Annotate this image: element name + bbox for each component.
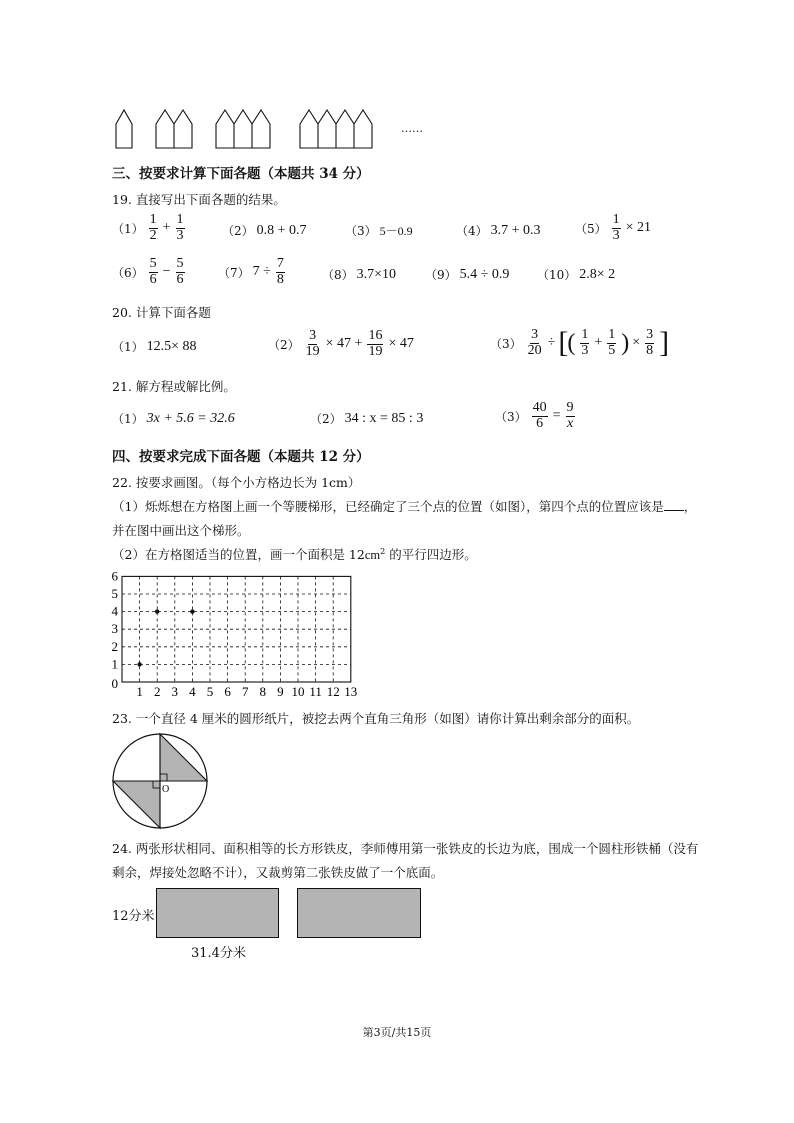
q20-item-3: （3） $\frac{3}{20}$ ÷ [ ( $\frac{1}{3}$ + $\frac{1}{5}$ ) × $\frac{3}{8}$ ] [490, 326, 670, 360]
y-axis-label: 6 [111, 568, 118, 584]
q20-title: 20. 计算下面各题 [112, 305, 211, 320]
section-3-title: 三、按要求计算下面各题（本题共 34 分） [112, 166, 370, 182]
grid-point [155, 609, 159, 613]
house-shape [354, 110, 372, 148]
length-label: 31.4分米 [191, 946, 246, 961]
fraction: $\frac{3}{8}$ [646, 327, 654, 358]
y-axis-label: 5 [111, 586, 118, 601]
x-axis-label: 3 [171, 684, 179, 699]
circle-figure [110, 731, 210, 831]
bracket-close: ] [659, 326, 670, 360]
x-axis-label: 8 [259, 684, 267, 699]
fraction: $\frac{5}{6}$ [149, 256, 157, 287]
q24-text-line2: 剩余，焊接处忽略不计），又裁剪第二张铁皮做了一个底面。 [112, 865, 444, 880]
fraction: $\frac{3}{20}$ [527, 327, 542, 358]
x-axis-label: 9 [277, 684, 284, 699]
q24-text-line1: 24. 两张形状相同、面积相等的长方形铁皮，李师傅用第一张铁皮的长边为底，围成一个圆柱形铁桶（没有 [112, 841, 699, 856]
fraction: $\frac{40}{6}$ [532, 400, 547, 431]
q19-item-10: （10） 2.8× 2 [537, 266, 616, 282]
q19-item-3: （3） 5－0.9 [345, 224, 413, 238]
house-shape [336, 110, 354, 148]
q19-title: 19. 直接写出下面各题的结果。 [112, 192, 286, 207]
fraction: $\frac{16}{19}$ [368, 328, 383, 359]
q21-item-1: （1） 3x + 5.6 = 32.6 [112, 410, 235, 426]
x-axis-label: 2 [153, 684, 161, 699]
center-label: O [162, 784, 170, 795]
house-pattern-figure [108, 102, 438, 150]
q21-title: 21. 解方程或解比例。 [112, 379, 236, 394]
fraction: $\frac{1}{2}$ [149, 212, 157, 243]
grid-figure [108, 566, 368, 702]
q20-item-2: （2） $\frac{3}{19}$ × 47 + $\frac{16}{19}$ × 47 [268, 328, 414, 359]
fraction: $\frac{1}{5}$ [608, 327, 616, 358]
y-axis-label: 3 [111, 621, 118, 637]
x-axis-label: 10 [291, 684, 305, 699]
fraction: $\frac{9}{x}$ [566, 400, 574, 431]
x-axis-label: 11 [309, 684, 322, 699]
x-axis-label: 1 [136, 684, 143, 699]
x-axis-label: 6 [224, 684, 231, 699]
x-axis-label: 5 [206, 684, 214, 699]
q22-part1: （1）烁烁想在方格图上画一个等腰梯形，已经确定了三个点的位置（如图），第四个点的位置应该是 ， [112, 499, 697, 514]
q23-title: 23. 一个直径 4 厘米的圆形纸片，被挖去两个直角三角形（如图）请你计算出剩余部分的面积。 [112, 711, 640, 726]
y-axis-label: 2 [111, 638, 118, 654]
grid-point [190, 609, 194, 613]
bracket-open: [ [558, 326, 569, 360]
fraction: $\frac{1}{3}$ [612, 212, 620, 243]
pattern-ellipsis: …… [401, 122, 423, 135]
house-shape [216, 110, 234, 148]
house-shape [318, 110, 336, 148]
house-shape [234, 110, 252, 148]
sheet-rectangle-2 [297, 888, 421, 938]
x-axis-label: 12 [326, 684, 340, 699]
q19-item-7: （7） 7 ÷ $\frac{7}{8}$ [218, 256, 284, 287]
fraction: $\frac{1}{3}$ [581, 327, 589, 358]
x-axis-label: 7 [241, 684, 249, 699]
q21-item-3: （3） $\frac{40}{6}$ = $\frac{9}{x}$ [495, 400, 574, 431]
house-shape [252, 110, 270, 148]
y-axis-label: 4 [111, 603, 118, 619]
q19-item-9: （9） 5.4 ÷ 0.9 [425, 266, 510, 282]
house-shape [300, 110, 318, 148]
answer-blank[interactable] [664, 498, 684, 511]
fraction: $\frac{7}{8}$ [276, 256, 284, 287]
q22-part2: （2）在方格图适当的位置，画一个面积是 $12cm^2$ 的平行四边形。 [112, 546, 477, 562]
q19-item-4: （4） 3.7 + 0.3 [456, 222, 541, 238]
house-shape [174, 110, 192, 148]
q19-item-1: （1） $\frac{1}{2}$ + $\frac{1}{3}$ [112, 212, 184, 243]
q19-item-8: （8） 3.7×10 [322, 266, 397, 282]
q20-item-1: （1） 12.5× 88 [112, 338, 197, 354]
x-axis-label: 4 [189, 684, 196, 699]
section-4-title: 四、按要求完成下面各题（本题共 12 分） [112, 449, 370, 465]
y-axis-label: 1 [111, 656, 118, 672]
q19-item-6: （6） $\frac{5}{6}$ − $\frac{5}{6}$ [112, 256, 184, 287]
sheet-rectangle-1 [156, 888, 279, 938]
fraction: $\frac{1}{3}$ [176, 212, 184, 243]
height-label: 12分米 [112, 909, 155, 924]
grid-point [137, 662, 141, 666]
fraction: $\frac{3}{19}$ [305, 328, 320, 359]
fraction: $\frac{5}{6}$ [176, 256, 184, 287]
q19-item-5: （5） $\frac{1}{3}$ × 21 [575, 212, 652, 243]
house-shape [116, 110, 132, 148]
q22-part1-cont: 并在图中画出这个梯形。 [112, 523, 250, 538]
q22-title: 22. 按要求画图。（每个小方格边长为 1cm） [112, 475, 361, 490]
q19-item-2: （2） 0.8 + 0.7 [222, 222, 307, 238]
house-shape [156, 110, 174, 148]
y-axis-label: 0 [111, 676, 118, 691]
page-footer: 第3页/共15页 [362, 1026, 432, 1039]
paren-close: ) [621, 330, 630, 357]
q21-item-2: （2） 34 : x = 85 : 3 [310, 410, 424, 426]
x-axis-label: 13 [344, 684, 358, 699]
item-label: （1） [112, 221, 144, 236]
paren-open: ( [567, 330, 576, 357]
